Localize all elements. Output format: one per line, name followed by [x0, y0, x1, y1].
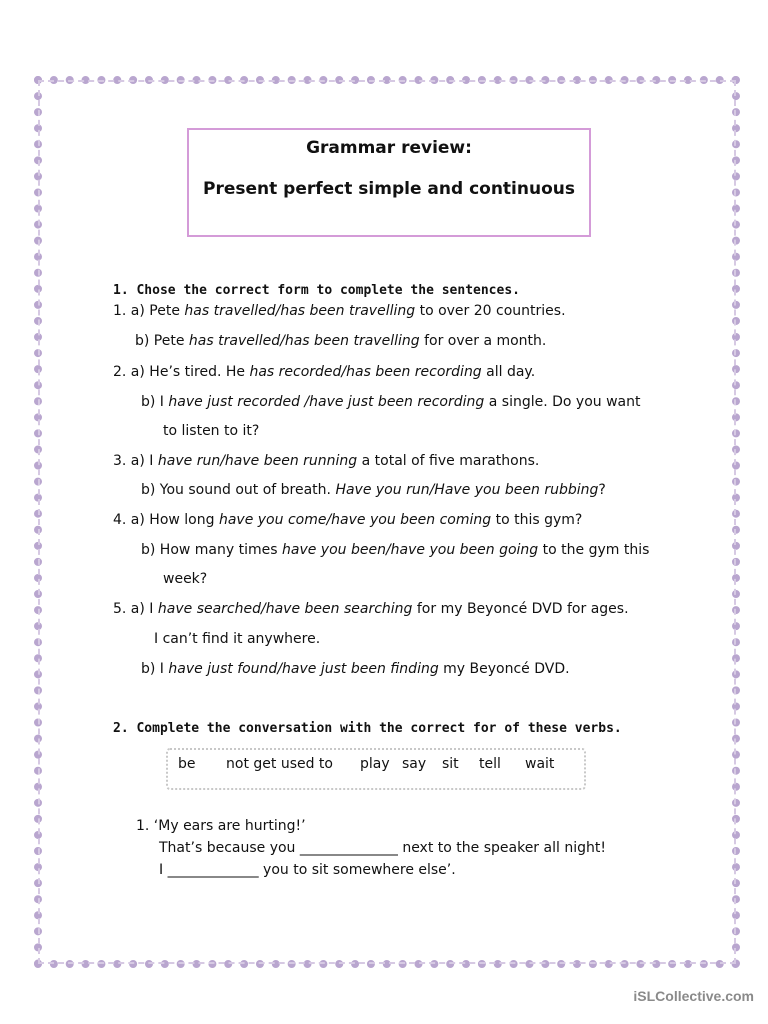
- exercise-line: b) How many times have you been/have you been going to the gym this: [141, 542, 650, 558]
- exercise-line: b) Pete has travelled/has been travelling for over a month.: [135, 333, 547, 349]
- exercise-line: 2. a) He’s tired. He has recorded/has been recording all day.: [113, 364, 536, 380]
- exercise-line: 1. a) Pete has travelled/has been travelling to over 20 countries.: [113, 303, 566, 319]
- watermark: iSLCollective.com: [633, 988, 754, 1004]
- exercise-line: 3. a) I have run/have been running a total of five marathons.: [113, 453, 540, 469]
- word-bank-item: be: [178, 756, 196, 772]
- word-bank-item: tell: [479, 756, 501, 772]
- conversation-line: That’s because you ______________ next to the speaker all night!: [159, 840, 606, 856]
- word-bank-item: play: [360, 756, 390, 772]
- conversation-line: I _____________ you to sit somewhere else’.: [159, 862, 456, 878]
- word-bank-item: not get used to: [226, 756, 333, 772]
- section-2-heading: 2. Complete the conversation with the correct for of these verbs.: [113, 721, 622, 736]
- word-bank: [166, 748, 586, 790]
- title-line-2: Present perfect simple and continuous: [203, 179, 575, 199]
- exercise-line: b) You sound out of breath. Have you run/Have you been rubbing?: [141, 482, 606, 498]
- word-bank-item: say: [402, 756, 427, 772]
- word-bank-item: sit: [442, 756, 459, 772]
- exercise-line: week?: [163, 571, 208, 587]
- title-box: [187, 128, 591, 237]
- exercise-line: to listen to it?: [163, 423, 260, 439]
- word-bank-item: wait: [525, 756, 555, 772]
- exercise-line: I can’t find it anywhere.: [154, 631, 321, 647]
- exercise-line: 4. a) How long have you come/have you been coming to this gym?: [113, 512, 583, 528]
- title-line-1: Grammar review:: [306, 138, 472, 158]
- exercise-line: b) I have just recorded /have just been recording a single. Do you want: [141, 394, 641, 410]
- section-1-heading: 1. Chose the correct form to complete the sentences.: [113, 283, 520, 298]
- exercise-line: b) I have just found/have just been finding my Beyoncé DVD.: [141, 661, 570, 677]
- conversation-line: 1. ‘My ears are hurting!’: [136, 818, 306, 834]
- exercise-line: 5. a) I have searched/have been searching for my Beyoncé DVD for ages.: [113, 601, 629, 617]
